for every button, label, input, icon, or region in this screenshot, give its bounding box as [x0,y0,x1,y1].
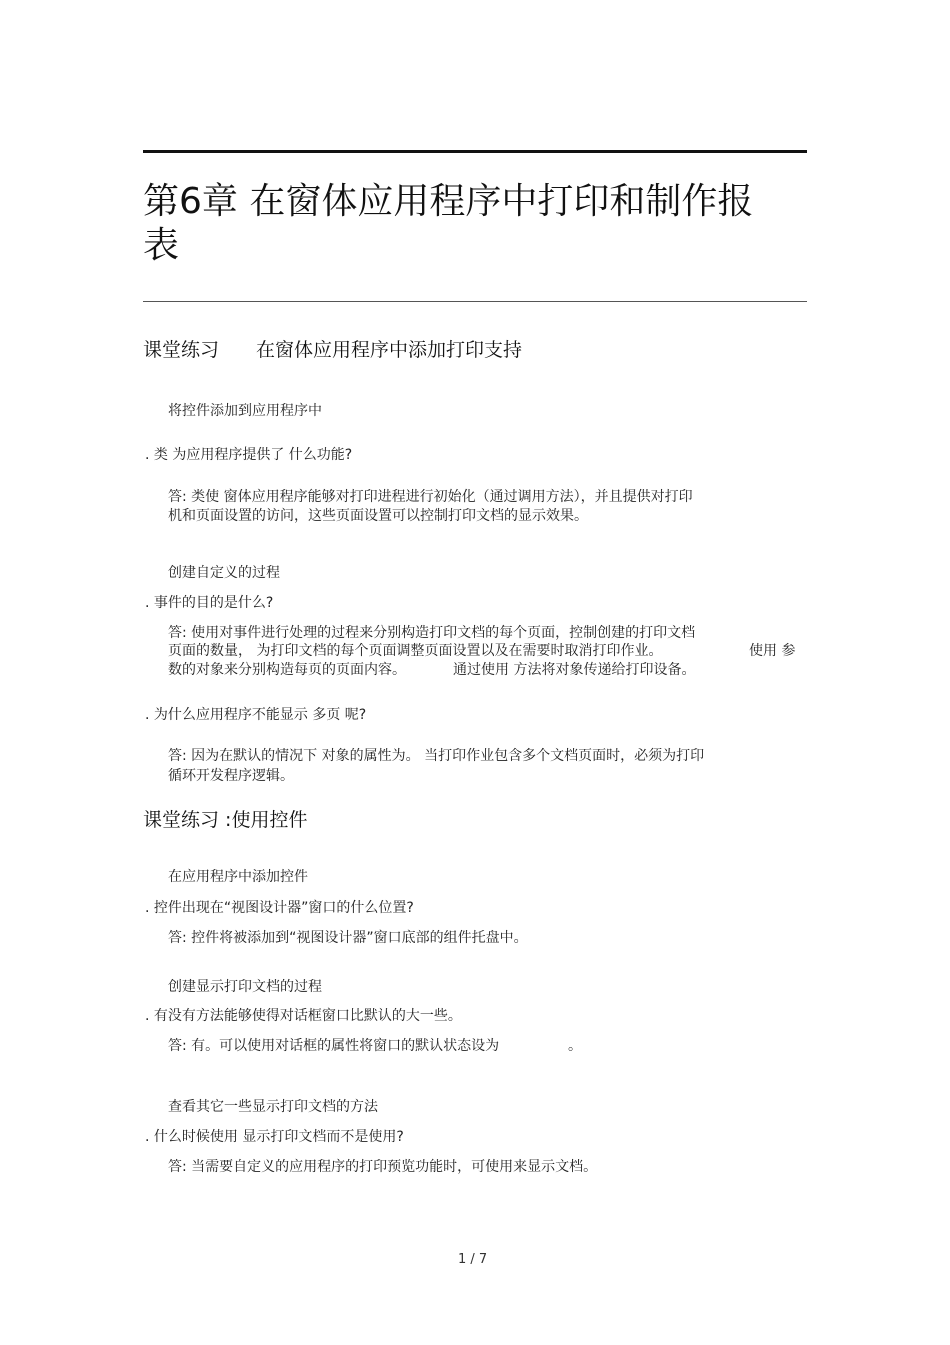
title-rule [143,301,807,302]
page-number: 1 / 7 [458,1252,488,1267]
section1-answer-2-line-3: 数的对象来分别构造每页的页面内容。 [168,662,406,678]
section1-answer-1-line-1: 答: 类使 窗体应用程序能够对打印进程进行初始化（通过调用方法），并且提供对打印 [168,489,693,505]
top-rule [143,150,807,153]
section1-answer-1-line-2: 机和页面设置的访问，这些页面设置可以控制打印文档的显示效果。 [168,508,588,524]
section1-answer-2-line-2: 页面的数量， 为打印文档的每个页面调整页面设置以及在需要时取消打印作业。 [168,643,663,659]
chapter-title-line-1: 第6章 在窗体应用程序中打印和制作报 [143,181,754,222]
section2-answer-2: 答: 有。可以使用对话框的属性将窗口的默认状态设为 [168,1038,500,1054]
chapter-title-line-2: 表 [143,225,180,266]
section1-answer-2-line-3-tail: 通过使用 方法将对象传递给打印设备。 [453,662,696,678]
section1-heading-title: 在窗体应用程序中添加打印支持 [256,339,523,361]
section1-question-3: . 为什么应用程序不能显示 多页 呢? [145,707,367,723]
section1-question-1: . 类 为应用程序提供了 什么功能? [145,447,353,463]
section2-heading: 课堂练习 :使用控件 [143,809,308,831]
section2-subheading-2: 创建显示打印文档的过程 [168,979,322,995]
section1-answer-3-line-1: 答: 因为在默认的情况下 对象的属性为。 当打印作业包含多个文档页面时，必须为打印 [168,748,705,764]
section1-subheading-1: 将控件添加到应用程序中 [168,403,322,419]
section2-question-2: . 有没有方法能够使得对话框窗口比默认的大一些。 [145,1008,462,1024]
section2-answer-2-tail: 。 [568,1038,582,1054]
chapter-title [143,180,753,268]
section1-answer-2-line-2-tail: 使用 参 [749,643,796,659]
section1-answer-3-line-2: 循环开发程序逻辑。 [168,768,294,784]
section1-heading-label: 课堂练习 [143,339,220,361]
section1-subheading-2: 创建自定义的过程 [168,565,280,581]
section1-question-2: . 事件的目的是什么? [145,595,274,611]
section2-subheading-1: 在应用程序中添加控件 [168,869,308,885]
section2-subheading-3: 查看其它一些显示打印文档的方法 [168,1099,378,1115]
section2-answer-3: 答: 当需要自定义的应用程序的打印预览功能时，可使用来显示文档。 [168,1159,598,1175]
section2-question-3: . 什么时候使用 显示打印文档而不是使用? [145,1129,404,1145]
section2-question-1: . 控件出现在“视图设计器”窗口的什么位置? [145,900,414,916]
section1-answer-2-line-1: 答: 使用对事件进行处理的过程来分别构造打印文档的每个页面，控制创建的打印文档 [168,625,696,641]
section2-answer-1: 答: 控件将被添加到“视图设计器”窗口底部的组件托盘中。 [168,930,528,946]
